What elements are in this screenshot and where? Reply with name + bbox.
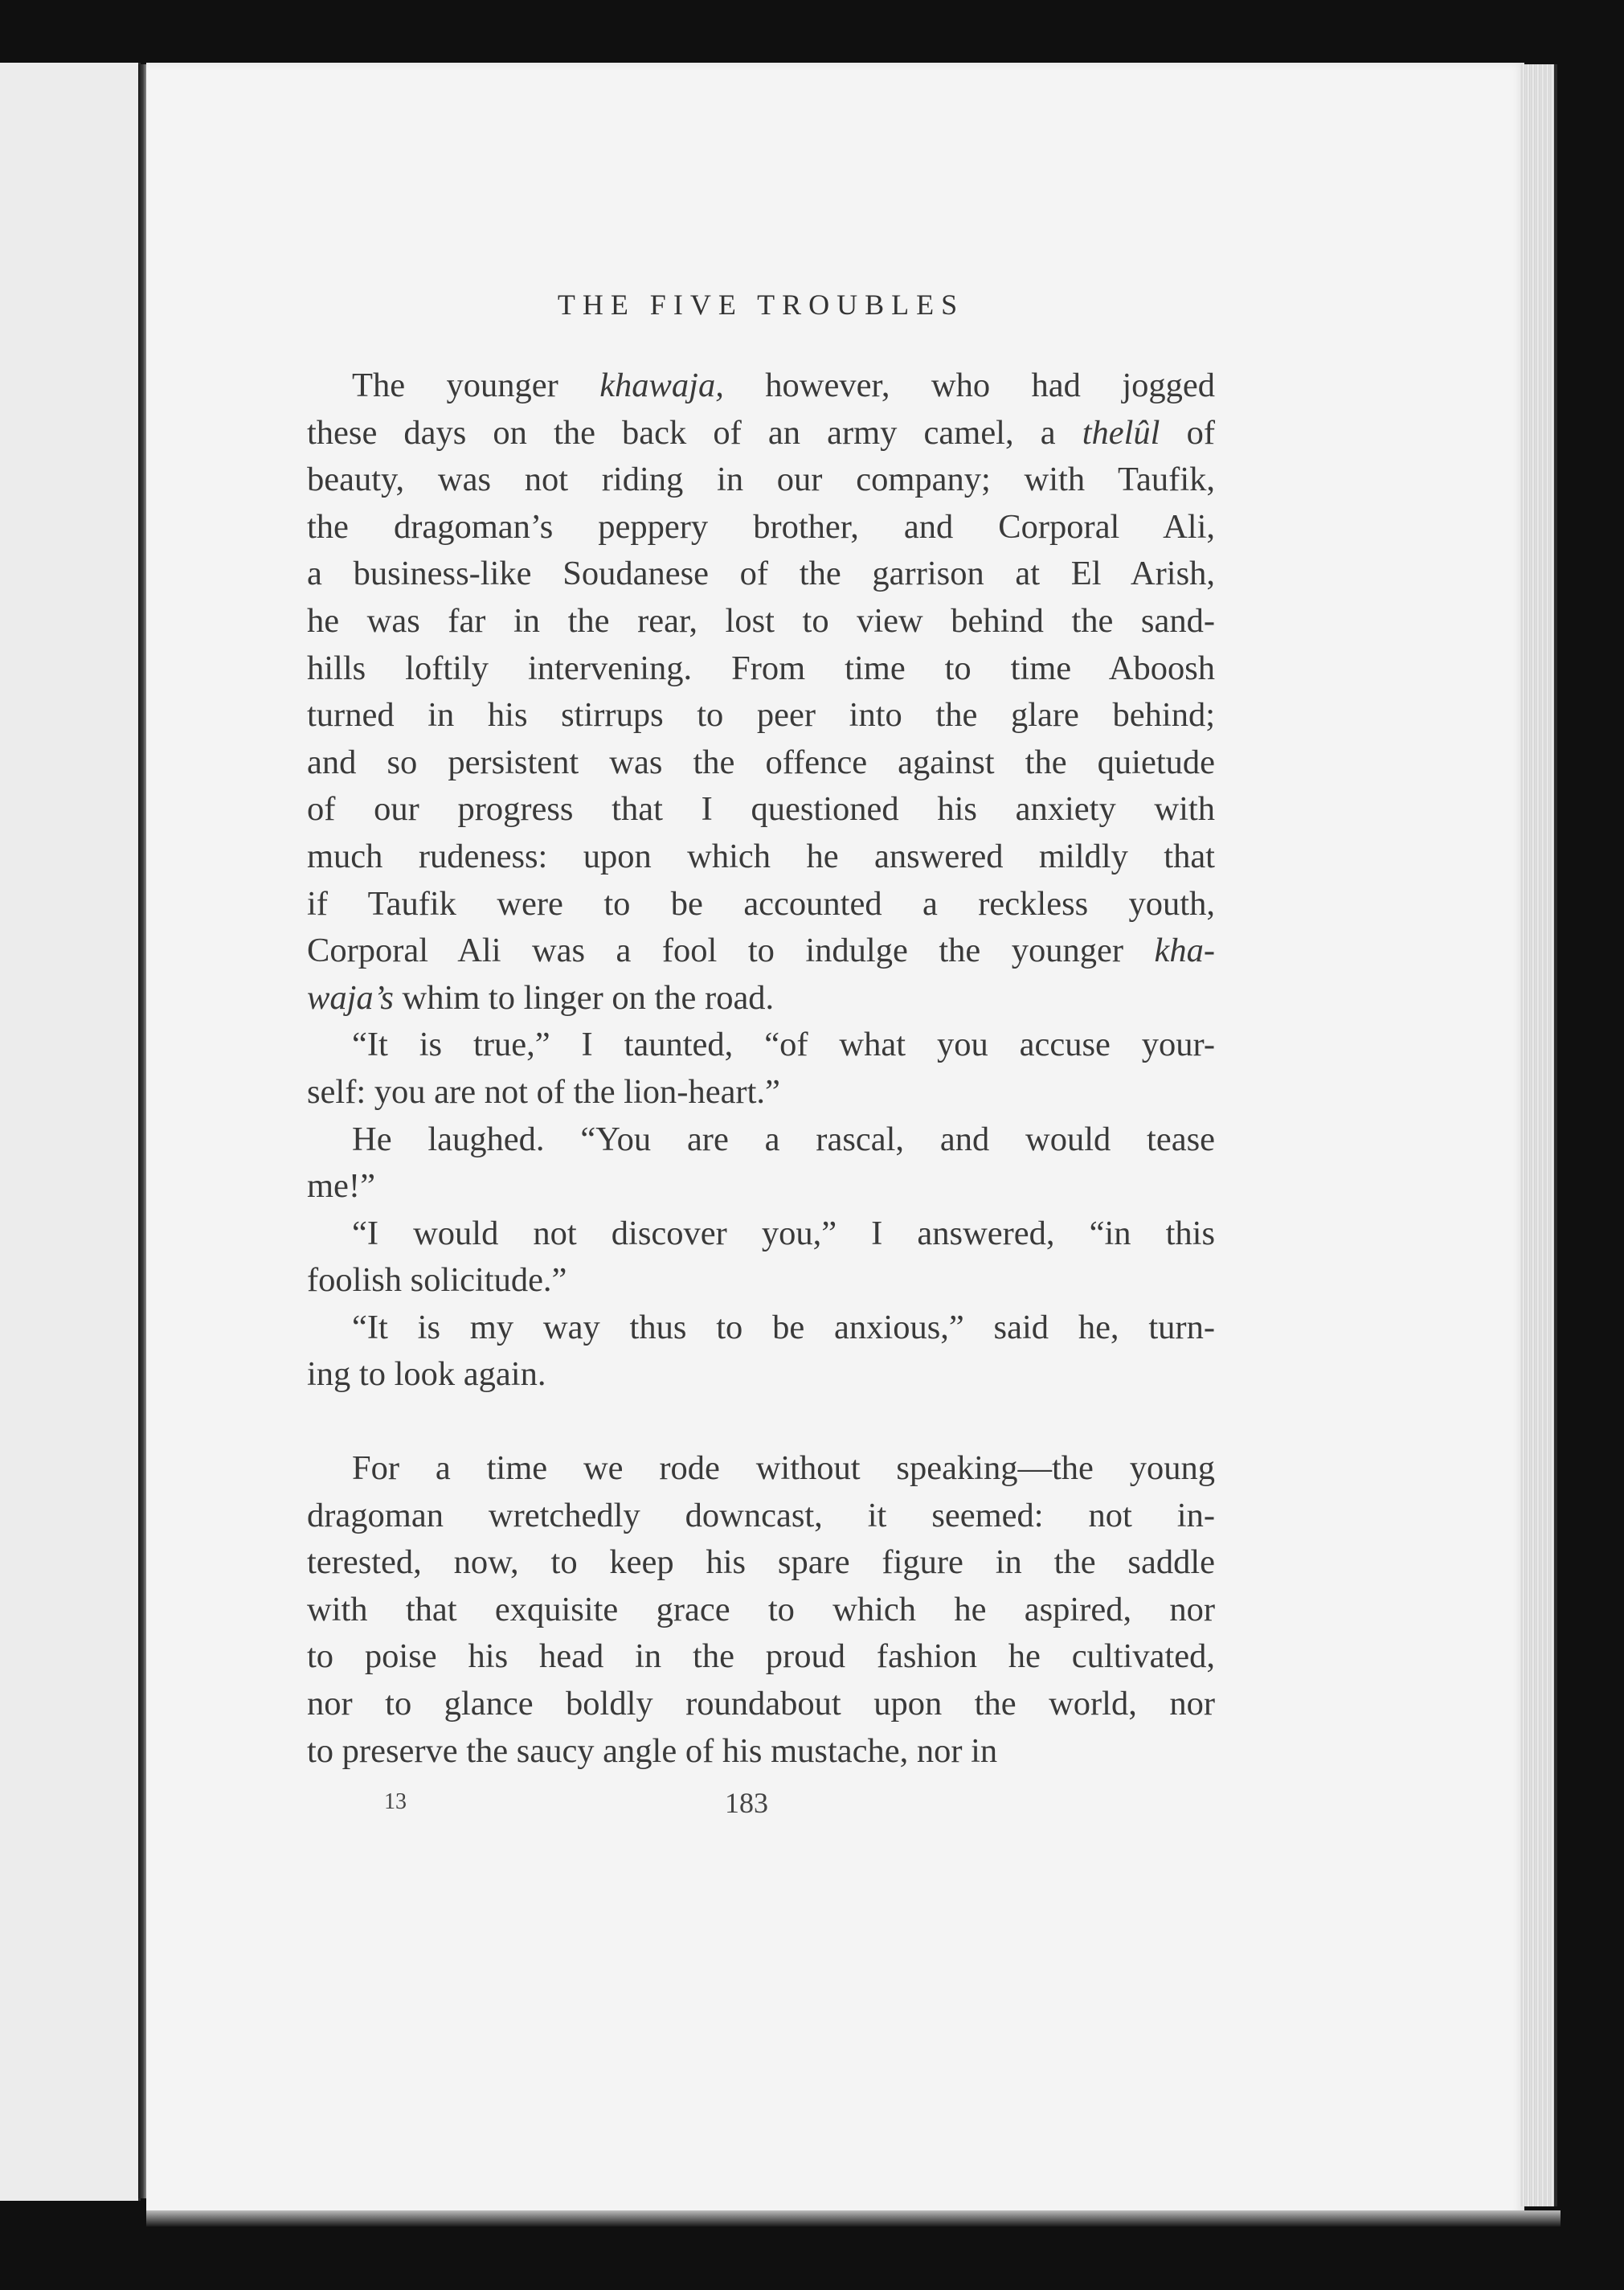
text-run: these days on the back of an army camel, a (307, 413, 1082, 452)
text-run: hills loftily intervening. From time to time Aboosh (307, 649, 1215, 687)
paragraph (307, 1214, 1215, 1308)
text-run: me!” (307, 1167, 375, 1206)
running-head: THE FIVE TROUBLES (557, 289, 965, 321)
text-run: Corporal Ali was a fool to indulge the younger (307, 932, 1155, 970)
text-line (307, 1448, 1215, 1496)
italic-word: khawaja, (599, 367, 724, 404)
body-text (307, 366, 1215, 1778)
text-line (307, 743, 1215, 790)
text-line (307, 413, 1215, 461)
text-run: “It is true,” I taunted, “of what you accuse your- (352, 1026, 1215, 1064)
text-run: foolish solicitude.” (307, 1261, 567, 1300)
text-line (307, 1072, 1215, 1120)
text-run: beauty, was not riding in our company; with Taufik, (307, 461, 1215, 499)
text-line (307, 1025, 1215, 1072)
text-run: ing to look again. (307, 1355, 546, 1394)
text-run: to preserve the saucy angle of his mustache, nor in (307, 1731, 998, 1770)
text-run: he was far in the rear, lost to view behind the sand- (307, 601, 1215, 640)
italic-word: kha- (1154, 932, 1215, 970)
text-run: For a time we rode without speaking—the young (352, 1449, 1215, 1488)
text-run: and so persistent was the offence against the quietude (307, 743, 1215, 781)
paragraph (307, 1025, 1215, 1119)
text-line (307, 1354, 1215, 1402)
text-run: a business-like Soudanese of the garrison at El Arish, (307, 555, 1215, 593)
text-line (307, 884, 1215, 932)
text-line (307, 1214, 1215, 1261)
italic-word: waja’s (307, 978, 394, 1017)
text-run: of our progress that I questioned his anxiety with (307, 790, 1215, 829)
page-number: 183 (725, 1787, 768, 1819)
text-line (307, 931, 1215, 978)
text-run: if Taufik were to be accounted a reckless youth, (307, 884, 1215, 923)
text-run: of (1160, 413, 1215, 452)
signature-mark: 13 (384, 1789, 407, 1814)
text-line (307, 1684, 1215, 1731)
text-line (307, 789, 1215, 837)
text-run: “It is my way thus to be anxious,” said he, turn- (352, 1308, 1215, 1346)
text-run: whim to linger on the road. (393, 978, 775, 1017)
text-run: self: you are not of the lion-heart.” (307, 1072, 780, 1111)
text-run: the dragoman’s peppery brother, and Corporal Ali, (307, 507, 1215, 546)
paragraph (307, 1448, 1215, 1778)
text-run: nor to glance boldly roundabout upon the world, nor (307, 1685, 1215, 1723)
italic-word: thelûl (1082, 413, 1160, 452)
text-line (307, 1260, 1215, 1308)
facing-page-left (0, 63, 141, 2201)
text-line (307, 460, 1215, 507)
text-line (307, 1120, 1215, 1167)
text-line (307, 601, 1215, 649)
text-line (307, 978, 1215, 1026)
text-line (307, 695, 1215, 743)
text-line (307, 1637, 1215, 1684)
page-bottom-shadow (146, 2210, 1561, 2227)
text-line (307, 507, 1215, 555)
text-run: however, who had jogged (723, 367, 1215, 404)
text-line (307, 554, 1215, 601)
text-run: He laughed. “You are a rascal, and would tease (352, 1120, 1215, 1158)
text-run: The younger (352, 367, 600, 404)
text-run: dragoman wretchedly downcast, it seemed: not in- (307, 1496, 1215, 1534)
text-line (307, 1542, 1215, 1590)
page-edges (1520, 64, 1557, 2206)
text-line (307, 1496, 1215, 1543)
text-line (307, 649, 1215, 696)
text-line (307, 366, 1215, 413)
text-run: turned in his stirrups to peer into the glare behind; (307, 696, 1215, 735)
text-line (307, 837, 1215, 884)
paragraph (307, 1120, 1215, 1214)
text-run: much rudeness: upon which he answered mildly that (307, 837, 1215, 875)
text-run: “I would not discover you,” I answered, “in this (352, 1214, 1215, 1252)
text-line (307, 1590, 1215, 1637)
text-line (307, 1308, 1215, 1355)
text-run: with that exquisite grace to which he aspired, nor (307, 1590, 1215, 1628)
text-line (307, 1731, 1215, 1779)
paragraph (307, 366, 1215, 1025)
text-line (307, 1166, 1215, 1214)
text-run: to poise his head in the proud fashion he cultivated, (307, 1637, 1215, 1676)
section-break (307, 1402, 1215, 1448)
paragraph (307, 1308, 1215, 1402)
text-run: terested, now, to keep his spare figure in the saddle (307, 1543, 1215, 1582)
